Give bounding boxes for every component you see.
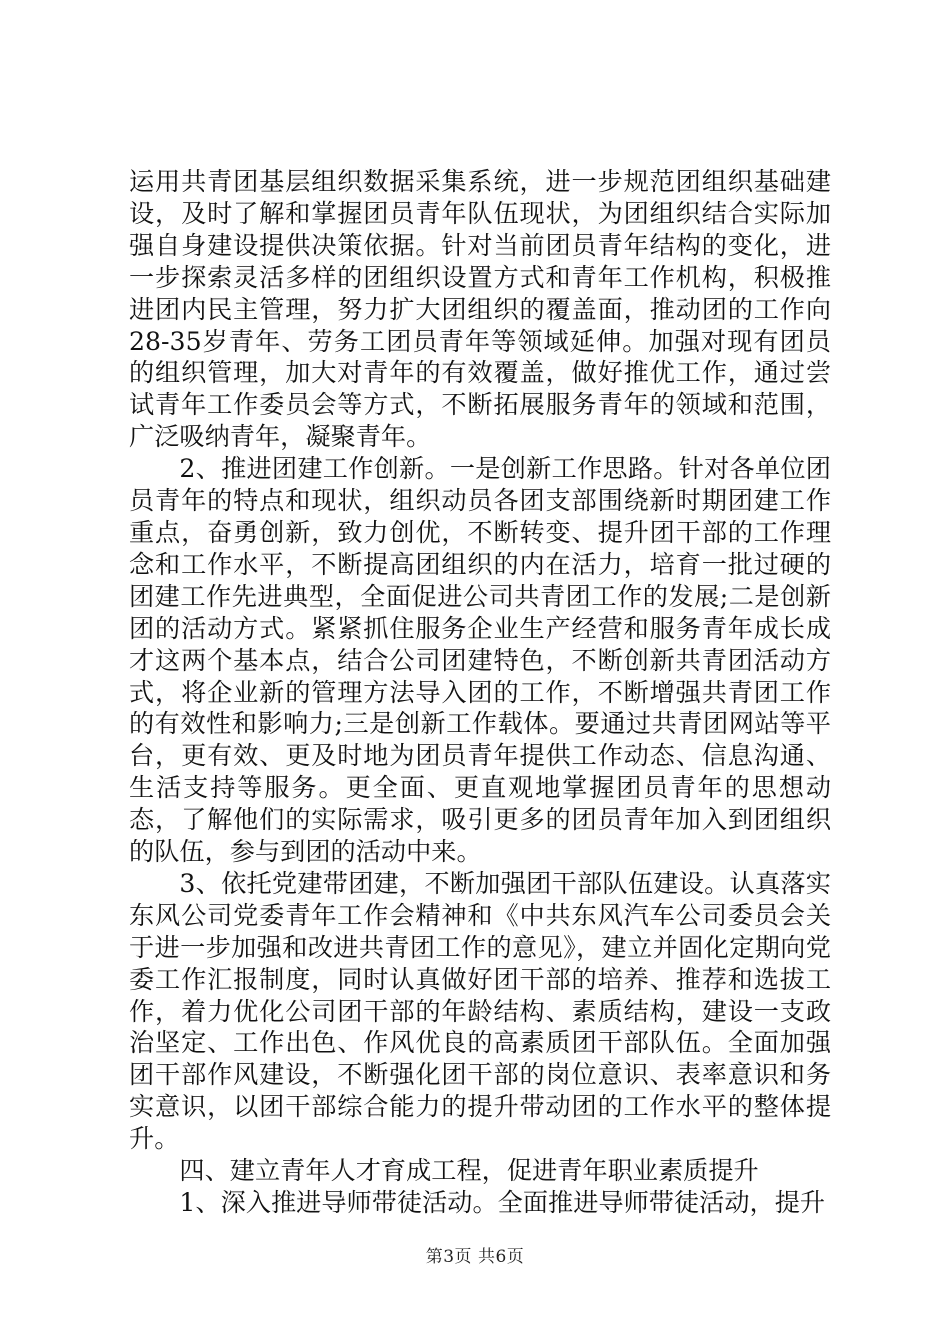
paragraph-4: 1、深入推进导师带徒活动。全面推进导师带徒活动，提升 bbox=[179, 1188, 826, 1217]
paragraph-2: 2、推进团建工作创新。一是创新工作思路。针对各单位团员青年的特点和现状，组织动员各团支部围绕新时期团建工作重点，奋勇创新，致力创优，不断转变、提升团干部的工作理念和工作水平，不断提高团组织的内在活力，培育一批过硬的团建工作先进典型，全面促进公司共青团工作的发展;二是创新团的活动方式。紧紧抓住服务企业生产经营和服务青年成长成才这两个基本点，结合公司团建特色，不断创新共青团活动方式，将企业新的管理方法导入团的工作，不断增强共青团工作的有效性和影响力;三是创新工作载体。要通过共青团网站等平台，更有效、更及时地为团员青年提供工作动态、信息沟通、生活支持等服务。更全面、更直观地掌握团员青年的思想动态，了解他们的实际需求，吸引更多的团员青年加入到团组织的队伍，参与到团的活动中来。 bbox=[129, 454, 831, 867]
page-number-footer: 第3页 共6页 bbox=[425, 1247, 525, 1267]
document-body bbox=[129, 166, 831, 1219]
paragraph-1: 运用共青团基层组织数据采集系统，进一步规范团组织基础建设，及时了解和掌握团员青年队伍现状，为团组织结合实际加强自身建设提供决策依据。针对当前团员青年结构的变化，进一步探索灵活多样的团组织设置方式和青年工作机构，积极推进团内民主管理，努力扩大团组织的覆盖面，推动团的工作向28-35岁青年、劳务工团员青年等领域延伸。加强对现有团员的组织管理，加大对青年的有效覆盖，做好推优工作，通过尝试青年工作委员会等方式，不断拓展服务青年的领域和范围，广泛吸纳青年，凝聚青年。 bbox=[129, 167, 831, 452]
section-heading: 四、建立青年人才育成工程，促进青年职业素质提升 bbox=[179, 1156, 759, 1186]
paragraph-3: 3、依托党建带团建，不断加强团干部队伍建设。认真落实东风公司党委青年工作会精神和《中共东风汽车公司委员会关于进一步加强和改进共青团工作的意见》，建立并固化定期向党委工作汇报制度，同时认真做好团干部的培养、推荐和选拔工作，着力优化公司团干部的年龄结构、素质结构，建设一支政治坚定、工作出色、作风优良的高素质团干部队伍。全面加强团干部作风建设，不断强化团干部的岗位意识、表率意识和务实意识，以团干部综合能力的提升带动团的工作水平的整体提升。 bbox=[129, 868, 831, 1154]
